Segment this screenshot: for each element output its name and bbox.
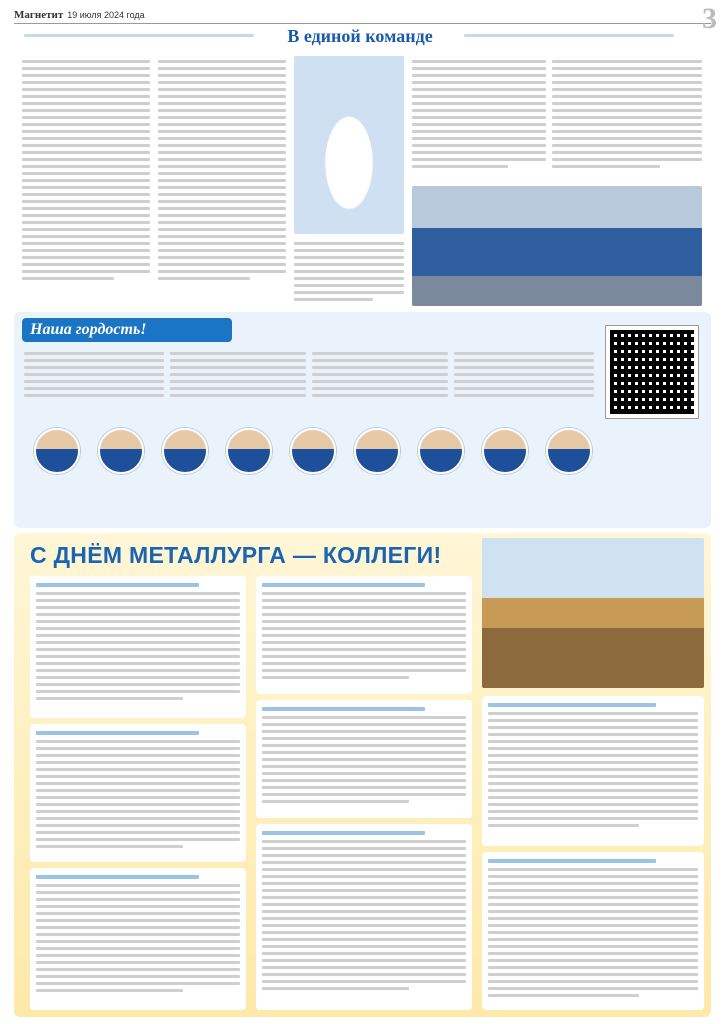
publication-name: Магнетит (14, 8, 64, 21)
page-number: 3 (702, 2, 717, 35)
laureate-photo (542, 428, 596, 476)
greeting-card (256, 824, 472, 1010)
excavator-photo (482, 538, 704, 688)
laureate-photo (94, 428, 148, 476)
pride-text-1 (24, 348, 164, 398)
article-column-1 (22, 56, 150, 308)
article-column-5 (552, 56, 702, 184)
event-photo-logo (294, 56, 404, 234)
greeting-card (30, 868, 246, 1010)
article-column-3 (294, 238, 404, 308)
competition-photo (412, 186, 702, 306)
qr-code[interactable] (606, 326, 698, 418)
pride-heading: Наша гордость! (22, 318, 232, 342)
greeting-card (482, 852, 704, 1010)
laureate-photo (286, 428, 340, 476)
greeting-card (256, 576, 472, 694)
pride-text-3 (312, 348, 448, 398)
greeting-card (30, 576, 246, 718)
pride-text-4 (454, 348, 594, 398)
greeting-card (482, 696, 704, 846)
laureate-photo (30, 428, 84, 476)
masthead (14, 6, 711, 24)
laureate-photo (478, 428, 532, 476)
issue-date: 19 июля 2024 года (67, 9, 145, 20)
laureate-photo (222, 428, 276, 476)
greeting-card (30, 724, 246, 862)
laureate-photo (414, 428, 468, 476)
laureate-photo (350, 428, 404, 476)
title-rule-right (464, 34, 674, 37)
greeting-card (256, 700, 472, 818)
laureate-photo (158, 428, 212, 476)
article-column-4 (412, 56, 546, 184)
congratulations-heading: С ДНЁМ МЕТАЛЛУРГА — КОЛЛЕГИ! (30, 542, 442, 568)
title-rule-left (24, 34, 254, 37)
article-column-2 (158, 56, 286, 308)
section-title: В единой команде (287, 26, 433, 46)
pride-text-2 (170, 348, 306, 398)
